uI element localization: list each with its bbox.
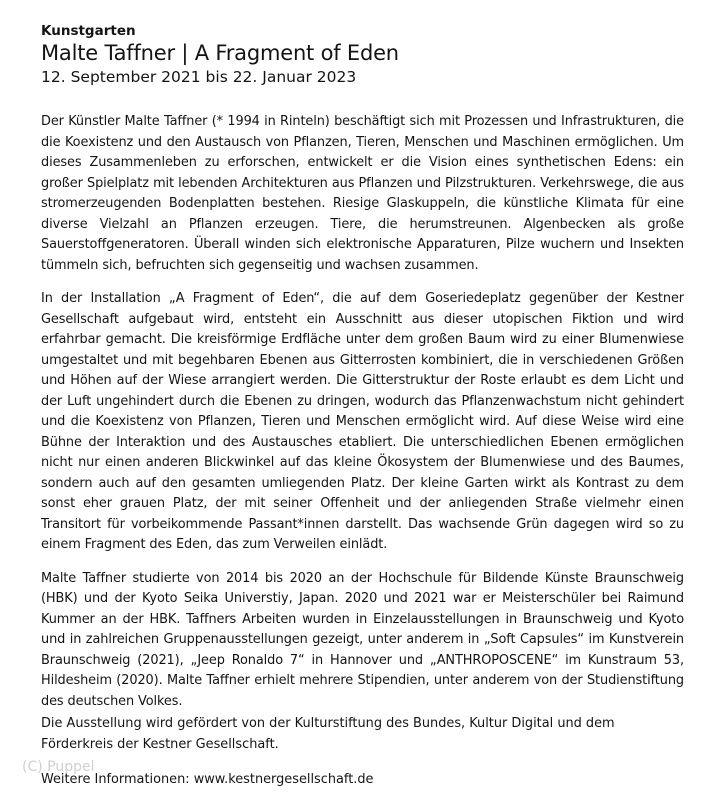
paragraph-vision: Der Künstler Malte Taffner (* 1994 in Rinteln) beschäftigt sich mit Prozessen und Infrastrukturen, die die Koexistenz und den Austausch von Pflanzen, Tieren, Menschen und Maschinen ermöglichen. Um dieses Zusammenleben zu erforschen, entwickelt er die Vision eines synthetischen Edens: ein großer Spielplatz mit lebenden Architekturen aus Pflanzen und Pilzstrukturen. Verkehrswege, die aus stromerzeugenden Bodenplatten bestehen. Riesige Glaskuppeln, die künstliche Klimata für eine diverse Vielzahl an Pflanzen erzeugen. Tiere, die herumstreunen. Algenbecken als große Sauerstoffgeneratoren. Überall winden sich elektronische Apparaturen, Pilze wuchern und Insekten tümmeln sich, befruchten sich gegenseitig und wachsen zusammen. bbox=[41, 114, 684, 273]
venue-label: Kunstgarten bbox=[41, 23, 136, 39]
exhibition-title: Malte Taffner | A Fragment of Eden bbox=[41, 41, 399, 65]
exhibition-dates: 12. September 2021 bis 22. Januar 2023 bbox=[41, 68, 357, 86]
paragraph-installation: In der Installation „A Fragment of Eden“, die auf dem Goseriedeplatz gegenüber der Kestner Gesellschaft aufgebaut wird, entsteht ein Ausschnitt aus dieser utopischen Fiktion und wird erfahrbar gemacht. Die kreisförmige Erdfläche unter dem großen Baum wird zu einer Blumenwiese umgestaltet und mit begehbaren Ebenen aus Gitterrosten kombiniert, die in verschiedenen Größen und Höhen auf der Wiese arrangiert werden. Die Gitterstruktur der Roste erlaubt es dem Licht und der Luft ungehindert durch die Ebenen zu dringen, wodurch das Pflanzenwachstum nicht gehindert und die Koexistenz von Pflanzen, Tieren und Menschen ermöglicht wird. Auf diese Weise wird eine Bühne der Interaktion und des Austausches etabliert. Die unterschiedlichen Ebenen ermöglichen nicht nur einen anderen Blickwinkel auf das kleine Ökosystem der Blumenwiese und des Baumes, sondern auch auf den gesamten umliegenden Platz. Der kleine Garten wirkt als Kontrast zu dem sonst eher grauen Platz, der mit seiner Offenheit und der anliegenden Straße vielmehr einen Transitort für vorbeikommende Passant*innen darstellt. Das wachsende Grün dagegen wird so zu einem Fragment des Eden, das zum Verweilen einlädt. bbox=[41, 291, 684, 552]
more-info-link[interactable]: Weitere Informationen: www.kestnergesellschaft.de bbox=[41, 772, 374, 787]
sponsor-note: Die Ausstellung wird gefördert von der Kulturstiftung des Bundes, Kultur Digital und dem Förderkreis der Kestner Gesellschaft. bbox=[41, 716, 615, 752]
paragraph-biography: Malte Taffner studierte von 2014 bis 2020 an der Hochschule für Bildende Künste Braunschweig (HBK) und der Kyoto Seika Universtiy, Japan. 2020 und 2021 war er Meisterschüler bei Raimund Kummer an der HBK. Taffners Arbeiten wurden in Einzelausstellungen in Braunschweig und Kyoto und in zahlreichen Gruppenausstellungen gezeigt, unter anderem in „Soft Capsules“ im Kunstverein Braunschweig (2021), „Jeep Ronaldo 7“ in Hannover und „ANTHROPOSCENE“ im Kunstraum 53, Hildesheim (2020). Malte Taffner erhielt mehrere Stipendien, unter anderem von der Studienstiftung des deutschen Volkes. bbox=[41, 570, 684, 709]
copyright-watermark: (C) Puppel bbox=[22, 759, 95, 775]
document-page bbox=[41, 16, 684, 712]
